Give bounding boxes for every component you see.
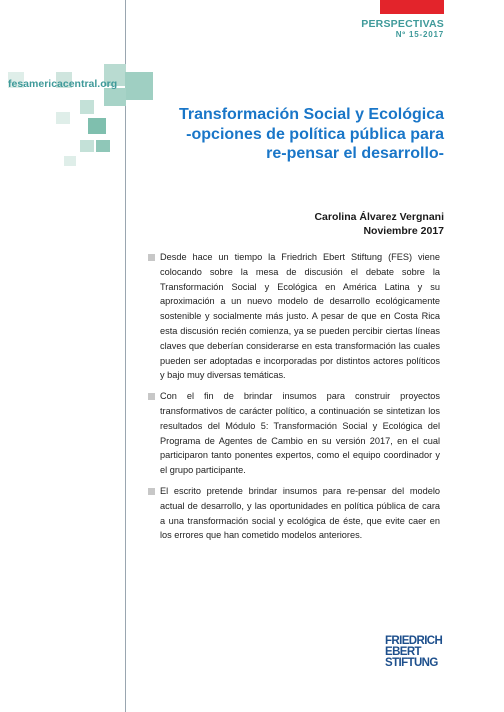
mosaic-square bbox=[80, 100, 94, 114]
summary-paragraph bbox=[148, 389, 440, 478]
fes-logo bbox=[385, 636, 445, 669]
mosaic-square bbox=[88, 118, 106, 134]
mosaic-square bbox=[56, 112, 70, 124]
title-line: Transformación Social y Ecológica bbox=[179, 106, 444, 123]
logo-line: STIFTUNG bbox=[385, 657, 438, 669]
mosaic-square bbox=[96, 140, 110, 152]
website-url[interactable]: fesamericacentral.org bbox=[8, 78, 118, 90]
summary-section bbox=[148, 250, 440, 549]
header-red-bar bbox=[380, 0, 444, 14]
author-name: Carolina Álvarez Vergnani bbox=[314, 211, 444, 223]
title-line: re-pensar el desarrollo- bbox=[266, 145, 444, 162]
bullet-square-icon bbox=[148, 393, 155, 400]
logo-line: EBERT bbox=[385, 646, 421, 658]
summary-paragraph bbox=[148, 484, 440, 543]
series-name: PERSPECTIVAS bbox=[361, 18, 444, 30]
author-block bbox=[194, 210, 444, 238]
document-title bbox=[144, 105, 444, 164]
title-line: -opciones de política pública para bbox=[186, 125, 444, 143]
mosaic-square bbox=[80, 140, 94, 152]
vertical-divider bbox=[125, 0, 126, 712]
paragraph-text: El escrito pretende brindar insumos para re-pensar del modelo actual de desarrollo, y las oportunidades en política pública de cara a una transformación social y ecológica de éste, que evite caer en los errores que han cometido modelos anteriores. bbox=[160, 485, 440, 541]
bullet-square-icon bbox=[148, 488, 155, 495]
logo-line: FRIEDRICH bbox=[385, 635, 443, 647]
mosaic-square bbox=[64, 156, 76, 166]
summary-paragraph bbox=[148, 250, 440, 383]
paragraph-text: Con el fin de brindar insumos para construir proyectos transformativos de carácter político, a continuación se sintetizan los resultados del Módulo 5: Transformación Social y Ecológica del Programa de Agentes de Cambio en su versión 2017, en el cual participaron tanto ponentes expertos, como el equipo coordinador y el grupo participante. bbox=[160, 391, 440, 476]
bullet-square-icon bbox=[148, 254, 155, 261]
mosaic-square bbox=[104, 88, 126, 106]
series-label bbox=[340, 18, 444, 40]
publication-date: Noviembre 2017 bbox=[363, 225, 444, 237]
mosaic-square bbox=[125, 72, 153, 100]
paragraph-text: Desde hace un tiempo la Friedrich Ebert Stiftung (FES) viene colocando sobre la mesa de discusión el debate sobre la Transformación Social y Ecológica en América Latina y su aproximación a un nuevo modelo de desarrollo ecológicamente sostenible y socialmente más justo. A pesar de que en Costa Rica esta discusión recién comienza, ya se pueden percibir ciertas líneas claves que deberían considerarse en esta transformación las cuales pueden ser adoptadas e incorporadas por distintos actores políticos y bajo muy diversas temáticas. bbox=[160, 252, 440, 381]
series-number: Nº 15-2017 bbox=[395, 30, 444, 39]
